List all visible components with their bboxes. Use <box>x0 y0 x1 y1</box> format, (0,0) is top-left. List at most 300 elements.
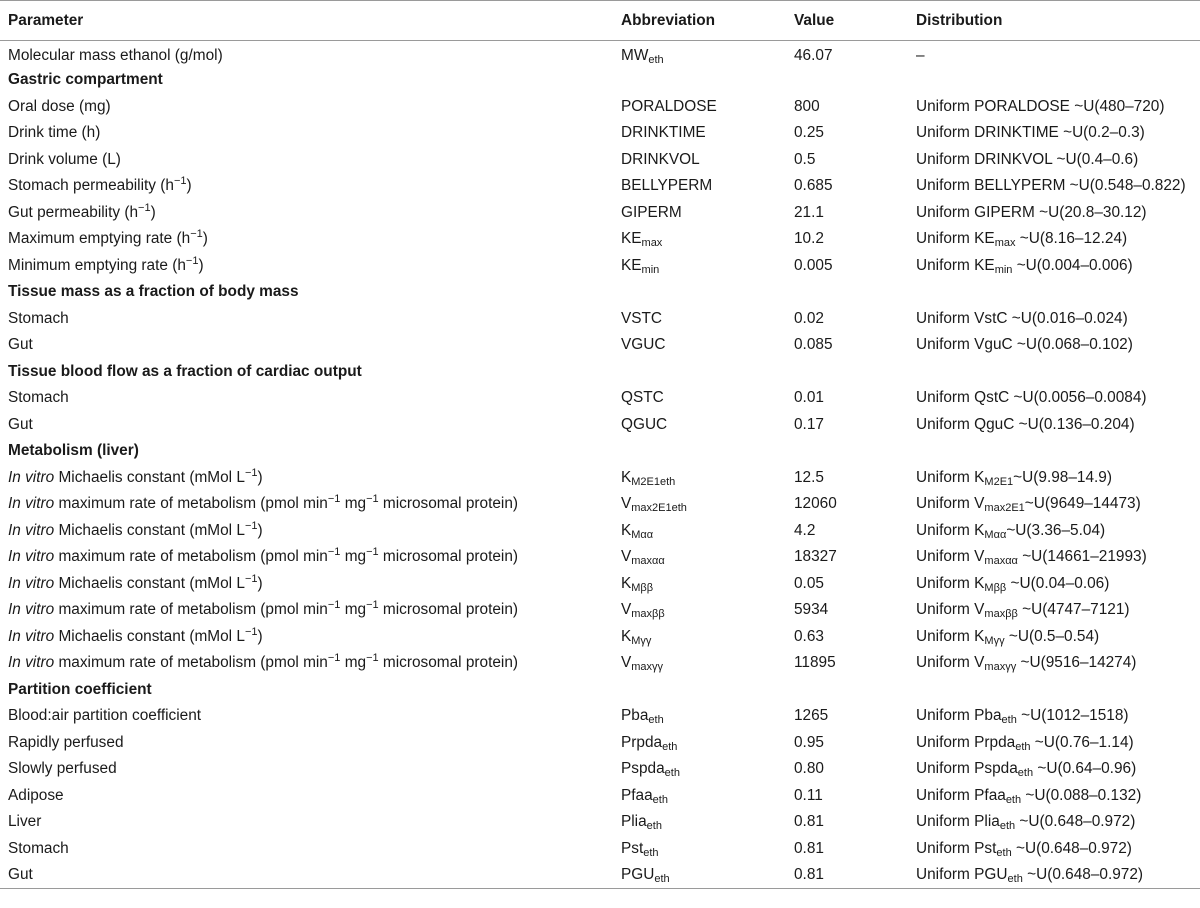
parameter-text: Stomach <box>8 309 69 327</box>
table-row <box>0 783 1200 810</box>
abbreviation-subscript: maxγγ <box>631 661 664 674</box>
abbreviation-text: V <box>621 601 632 619</box>
table-row <box>0 703 1200 730</box>
value-cell: 0.17 <box>794 415 824 433</box>
abbreviation-text: KE <box>621 256 642 274</box>
abbreviation-cell <box>613 147 786 174</box>
header-parameter: Parameter <box>0 1 613 41</box>
parameter-text: Gut permeability (h <box>8 203 139 221</box>
abbreviation-cell <box>613 544 786 571</box>
parameter-superscript: −1 <box>327 652 341 665</box>
abbreviation-cell <box>613 597 786 624</box>
abbreviation-cell <box>613 783 786 810</box>
header-abbreviation: Abbreviation <box>613 1 786 41</box>
table-row <box>0 624 1200 651</box>
parameter-text: Oral dose (mg) <box>8 97 111 115</box>
distribution-text-end: ~U(14661–21993) <box>1017 548 1147 566</box>
distribution-text: Uniform QguC ~U(0.136–0.204) <box>916 415 1135 433</box>
section-row <box>0 438 1200 465</box>
abbreviation-text: DRINKVOL <box>621 150 700 168</box>
distribution-text: Uniform PGU <box>916 866 1008 883</box>
abbreviation-cell <box>613 226 786 253</box>
table-row <box>0 200 1200 227</box>
parameter-cell <box>0 518 613 545</box>
value-cell: 0.81 <box>794 839 824 857</box>
distribution-text: Uniform V <box>916 601 985 619</box>
value-cell: 0.63 <box>794 627 824 645</box>
section-row <box>0 677 1200 704</box>
table-row <box>0 730 1200 757</box>
distribution-text-end: ~U(1012–1518) <box>1016 707 1129 725</box>
abbreviation-subscript: max2E1eth <box>631 502 687 515</box>
section-heading: Partition coefficient <box>8 680 152 698</box>
table-row <box>0 41 1200 68</box>
parameter-text-mid: mg <box>340 654 367 672</box>
distribution-cell <box>908 597 1200 624</box>
parameter-cell <box>0 41 613 68</box>
distribution-subscript: M2E1 <box>984 475 1014 488</box>
parameter-text: maximum rate of metabolism (pmol min <box>54 495 328 513</box>
section-heading: Metabolism (liver) <box>8 442 139 460</box>
table-row <box>0 94 1200 121</box>
parameter-italic: In vitro <box>8 521 55 539</box>
parameter-superscript: −1 <box>244 625 258 638</box>
abbreviation-subscript: eth <box>652 793 668 806</box>
distribution-subscript: eth <box>999 820 1016 833</box>
abbreviation-text: Plia <box>621 813 647 831</box>
distribution-text-end: ~U(0.76–1.14) <box>1030 733 1134 751</box>
parameter-superscript: −1 <box>366 652 379 665</box>
abbreviation-cell <box>613 756 786 783</box>
abbreviation-text: K <box>621 521 632 539</box>
table-row <box>0 120 1200 147</box>
distribution-subscript: min <box>994 263 1013 276</box>
value-cell: 0.80 <box>794 760 824 778</box>
parameter-cell <box>0 491 613 518</box>
distribution-text-end: ~U(3.36–5.04) <box>1006 521 1106 539</box>
parameter-text: Michaelis constant (mMol L <box>54 574 245 592</box>
parameter-superscript: −1 <box>173 175 187 188</box>
parameter-italic: In vitro <box>8 601 55 619</box>
parameter-text-mid: mg <box>340 495 367 513</box>
table-row <box>0 306 1200 333</box>
table-row <box>0 173 1200 200</box>
table-row <box>0 491 1200 518</box>
table-row <box>0 597 1200 624</box>
value-cell: 800 <box>794 97 820 115</box>
parameter-text: Liver <box>8 813 42 831</box>
abbreviation-subscript: maxαα <box>631 555 665 568</box>
abbreviation-cell <box>613 491 786 518</box>
table-row <box>0 544 1200 571</box>
value-cell: 0.01 <box>794 389 824 407</box>
abbreviation-text: Pfaa <box>621 786 653 804</box>
abbreviation-text: QGUC <box>621 415 668 433</box>
distribution-text: Uniform KE <box>916 256 995 274</box>
parameter-text-end: ) <box>257 574 263 592</box>
parameter-superscript: −1 <box>244 466 258 479</box>
distribution-text-end: ~U(0.5–0.54) <box>1004 627 1100 645</box>
header-value: Value <box>786 1 908 41</box>
distribution-cell <box>908 650 1200 677</box>
distribution-cell <box>908 226 1200 253</box>
parameter-cell <box>0 809 613 836</box>
distribution-cell <box>908 332 1200 359</box>
parameter-superscript: −1 <box>327 546 341 559</box>
parameter-text-end: microsomal protein) <box>378 654 519 672</box>
distribution-cell <box>908 253 1200 280</box>
distribution-subscript: max <box>994 237 1016 250</box>
parameter-superscript: −1 <box>138 201 151 214</box>
table-row <box>0 571 1200 598</box>
distribution-text: Uniform GIPERM ~U(20.8–30.12) <box>916 203 1147 221</box>
distribution-text: Uniform VstC ~U(0.016–0.024) <box>916 309 1128 327</box>
abbreviation-subscript: eth <box>654 873 670 885</box>
value-cell: 4.2 <box>794 521 816 539</box>
parameter-text-end: ) <box>257 627 263 645</box>
parameter-superscript: −1 <box>366 546 379 559</box>
distribution-text-end: ~U(4747–7121) <box>1017 601 1130 619</box>
value-cell: 0.81 <box>794 813 824 831</box>
abbreviation-text: VGUC <box>621 336 666 354</box>
distribution-cell <box>908 783 1200 810</box>
abbreviation-text: KE <box>621 230 642 248</box>
distribution-text: Uniform BELLYPERM ~U(0.548–0.822) <box>916 177 1186 195</box>
abbreviation-subscript: eth <box>648 714 664 727</box>
parameter-cell <box>0 571 613 598</box>
value-cell: 0.5 <box>794 150 816 168</box>
distribution-cell <box>908 385 1200 412</box>
distribution-cell <box>908 306 1200 333</box>
value-cell: 0.95 <box>794 733 824 751</box>
value-cell: 46.07 <box>794 47 833 64</box>
abbreviation-cell <box>613 836 786 863</box>
distribution-text: Uniform DRINKTIME ~U(0.2–0.3) <box>916 124 1145 142</box>
distribution-text: Uniform QstC ~U(0.0056–0.0084) <box>916 389 1147 407</box>
abbreviation-text: QSTC <box>621 389 664 407</box>
value-cell: 0.02 <box>794 309 824 327</box>
parameter-text-end: ) <box>257 521 263 539</box>
table-row <box>0 862 1200 889</box>
distribution-text-end: ~U(0.648–0.972) <box>1022 866 1144 883</box>
abbreviation-text: DRINKTIME <box>621 124 706 142</box>
value-cell: 0.11 <box>794 786 823 804</box>
parameter-italic: In vitro <box>8 574 55 592</box>
distribution-text-end: ~U(9649–14473) <box>1024 495 1141 513</box>
distribution-text: Uniform VguC ~U(0.068–0.102) <box>916 336 1133 354</box>
parameter-text: Slowly perfused <box>8 760 117 778</box>
parameter-text-mid: mg <box>340 548 367 566</box>
value-cell: 0.685 <box>794 177 833 195</box>
abbreviation-text: V <box>621 495 632 513</box>
distribution-text: Uniform K <box>916 627 985 645</box>
parameter-superscript: −1 <box>244 572 258 585</box>
parameter-cell <box>0 544 613 571</box>
parameter-superscript: −1 <box>185 254 199 267</box>
distribution-text: Uniform V <box>916 495 985 513</box>
value-cell: 11895 <box>794 654 836 672</box>
abbreviation-text: K <box>621 468 632 486</box>
abbreviation-text: GIPERM <box>621 203 682 221</box>
abbreviation-text: MW <box>621 47 649 64</box>
parameter-superscript: −1 <box>366 599 379 612</box>
distribution-subscript: eth <box>1005 793 1022 806</box>
distribution-text: Uniform DRINKVOL ~U(0.4–0.6) <box>916 150 1139 168</box>
parameter-italic: In vitro <box>8 468 55 486</box>
distribution-subscript: Mαα <box>984 528 1007 541</box>
abbreviation-cell <box>613 332 786 359</box>
parameter-text-end: ) <box>186 177 192 195</box>
distribution-cell <box>908 120 1200 147</box>
parameter-text: Drink volume (L) <box>8 150 121 168</box>
distribution-cell <box>908 491 1200 518</box>
parameter-cell <box>0 226 613 253</box>
parameter-cell <box>0 332 613 359</box>
abbreviation-subscript: eth <box>646 820 662 833</box>
parameter-italic: In vitro <box>8 495 55 513</box>
value-cell: 0.085 <box>794 336 833 354</box>
distribution-text: Uniform Pba <box>916 707 1002 725</box>
section-row <box>0 359 1200 386</box>
distribution-cell <box>908 465 1200 492</box>
abbreviation-cell <box>613 624 786 651</box>
abbreviation-cell <box>613 94 786 121</box>
abbreviation-cell <box>613 571 786 598</box>
parameter-superscript: −1 <box>327 599 341 612</box>
abbreviation-text: BELLYPERM <box>621 177 713 195</box>
abbreviation-text: VSTC <box>621 309 663 327</box>
distribution-cell <box>908 147 1200 174</box>
parameter-text-end: microsomal protein) <box>378 601 519 619</box>
parameter-text: maximum rate of metabolism (pmol min <box>54 654 328 672</box>
distribution-subscript: Mγγ <box>984 634 1005 647</box>
parameter-cell <box>0 385 613 412</box>
table-row <box>0 385 1200 412</box>
parameter-text: maximum rate of metabolism (pmol min <box>54 601 328 619</box>
abbreviation-subscript: min <box>641 263 660 276</box>
abbreviation-cell <box>613 173 786 200</box>
parameter-text: Molecular mass ethanol (g/mol) <box>8 47 223 64</box>
value-cell: 1265 <box>794 707 829 725</box>
distribution-subscript: maxαα <box>984 555 1018 568</box>
parameter-text: Minimum emptying rate (h <box>8 256 186 274</box>
parameter-cell <box>0 730 613 757</box>
distribution-text-end: ~U(0.648–0.972) <box>1015 813 1136 831</box>
abbreviation-cell <box>613 253 786 280</box>
abbreviation-text: Prpda <box>621 733 663 751</box>
parameter-cell <box>0 147 613 174</box>
abbreviation-cell <box>613 862 786 889</box>
table-row <box>0 836 1200 863</box>
value-cell: 0.25 <box>794 124 824 142</box>
parameter-superscript: −1 <box>244 519 258 532</box>
distribution-subscript: Mββ <box>984 581 1007 594</box>
parameter-text: Stomach <box>8 389 69 407</box>
parameter-italic: In vitro <box>8 654 55 672</box>
abbreviation-subscript: max <box>641 237 663 250</box>
parameter-text-end: ) <box>198 256 204 274</box>
section-heading: Tissue blood flow as a fraction of cardiac output <box>8 362 362 380</box>
parameter-text: Stomach permeability (h <box>8 177 174 195</box>
section-row <box>0 67 1200 94</box>
abbreviation-cell <box>613 120 786 147</box>
abbreviation-text: Pspda <box>621 760 665 778</box>
distribution-cell <box>908 571 1200 598</box>
parameter-cell <box>0 173 613 200</box>
value-cell: 21.1 <box>794 203 824 221</box>
distribution-cell <box>908 624 1200 651</box>
parameter-cell <box>0 253 613 280</box>
parameter-text: Michaelis constant (mMol L <box>54 627 245 645</box>
parameter-text-end: ) <box>150 203 156 221</box>
distribution-text-end: ~U(8.16–12.24) <box>1015 230 1128 248</box>
parameter-text: Gut <box>8 415 33 433</box>
parameter-superscript: −1 <box>327 493 341 506</box>
distribution-cell <box>908 41 1200 68</box>
parameter-cell <box>0 465 613 492</box>
parameter-cell <box>0 306 613 333</box>
value-cell: 12060 <box>794 495 837 513</box>
parameter-text: Michaelis constant (mMol L <box>54 468 245 486</box>
distribution-text: Uniform K <box>916 468 985 486</box>
parameter-text: Drink time (h) <box>8 124 101 142</box>
abbreviation-cell <box>613 385 786 412</box>
distribution-text-end: ~U(9.98–14.9) <box>1013 468 1112 486</box>
abbreviation-subscript: Mγγ <box>631 634 652 647</box>
parameter-text: Stomach <box>8 839 69 857</box>
abbreviation-text: PORALDOSE <box>621 97 717 115</box>
abbreviation-text: Pst <box>621 839 644 857</box>
parameter-cell <box>0 200 613 227</box>
distribution-cell <box>908 544 1200 571</box>
distribution-subscript: max2E1 <box>984 502 1025 515</box>
value-cell: 5934 <box>794 601 829 619</box>
distribution-cell <box>908 94 1200 121</box>
section-heading: Tissue mass as a fraction of body mass <box>8 283 299 301</box>
abbreviation-cell <box>613 200 786 227</box>
parameter-cell <box>0 862 613 889</box>
distribution-cell <box>908 412 1200 439</box>
parameter-text: Gut <box>8 336 33 354</box>
table-row <box>0 253 1200 280</box>
parameter-text: Rapidly perfused <box>8 733 124 751</box>
abbreviation-cell <box>613 306 786 333</box>
distribution-cell <box>908 730 1200 757</box>
value-cell: 18327 <box>794 548 837 566</box>
distribution-text: Uniform Pspda <box>916 760 1018 778</box>
abbreviation-cell <box>613 465 786 492</box>
distribution-text-end: ~U(0.64–0.96) <box>1033 760 1137 778</box>
table-body <box>0 41 1200 889</box>
distribution-text: Uniform K <box>916 521 985 539</box>
section-row <box>0 279 1200 306</box>
distribution-text: Uniform K <box>916 574 985 592</box>
distribution-cell <box>908 809 1200 836</box>
abbreviation-subscript: eth <box>643 846 659 859</box>
abbreviation-text: K <box>621 574 632 592</box>
distribution-subscript: eth <box>1017 767 1034 780</box>
abbreviation-subscript: eth <box>664 767 680 780</box>
abbreviation-text: K <box>621 627 632 645</box>
distribution-text-end: ~U(0.04–0.06) <box>1006 574 1110 592</box>
parameter-text-end: microsomal protein) <box>378 495 519 513</box>
abbreviation-subscript: Mαα <box>631 528 654 541</box>
table-header-row <box>0 1 1200 41</box>
parameter-cell <box>0 783 613 810</box>
abbreviation-cell <box>613 41 786 68</box>
abbreviation-cell <box>613 730 786 757</box>
distribution-text: Uniform V <box>916 548 985 566</box>
distribution-cell <box>908 173 1200 200</box>
value-cell: 0.005 <box>794 256 833 274</box>
parameter-text-mid: mg <box>340 601 367 619</box>
parameter-text: maximum rate of metabolism (pmol min <box>54 548 328 566</box>
parameter-text-end: ) <box>202 230 208 248</box>
distribution-subscript: eth <box>996 846 1012 859</box>
table-row <box>0 332 1200 359</box>
abbreviation-subscript: Mββ <box>631 581 654 594</box>
distribution-text: – <box>916 47 925 64</box>
distribution-text-end: ~U(9516–14274) <box>1016 654 1137 672</box>
abbreviation-cell <box>613 650 786 677</box>
parameter-cell <box>0 412 613 439</box>
distribution-cell <box>908 518 1200 545</box>
abbreviation-subscript: eth <box>662 740 678 753</box>
parameter-cell <box>0 756 613 783</box>
parameter-cell <box>0 597 613 624</box>
table-row <box>0 809 1200 836</box>
distribution-text: Uniform V <box>916 654 985 672</box>
parameter-cell <box>0 624 613 651</box>
parameter-text: Gut <box>8 866 33 883</box>
parameter-italic: In vitro <box>8 548 55 566</box>
abbreviation-cell <box>613 703 786 730</box>
parameter-cell <box>0 703 613 730</box>
distribution-text: Uniform KE <box>916 230 995 248</box>
table-row <box>0 412 1200 439</box>
distribution-cell <box>908 836 1200 863</box>
distribution-text: Uniform Plia <box>916 813 1000 831</box>
abbreviation-text: V <box>621 654 632 672</box>
distribution-cell <box>908 862 1200 889</box>
distribution-text-end: ~U(0.088–0.132) <box>1021 786 1142 804</box>
distribution-subscript: eth <box>1007 873 1023 885</box>
distribution-subscript: eth <box>1015 740 1031 753</box>
value-cell: 0.05 <box>794 574 824 592</box>
table-row <box>0 147 1200 174</box>
distribution-subscript: maxββ <box>984 608 1018 621</box>
distribution-text: Uniform PORALDOSE ~U(480–720) <box>916 97 1165 115</box>
table-row <box>0 756 1200 783</box>
parameter-text-end: ) <box>257 468 263 486</box>
header-distribution: Distribution <box>908 1 1200 41</box>
value-cell: 12.5 <box>794 468 824 486</box>
value-cell: 10.2 <box>794 230 824 248</box>
distribution-text: Uniform Pfaa <box>916 786 1006 804</box>
parameter-cell <box>0 120 613 147</box>
table-row <box>0 465 1200 492</box>
table-row <box>0 518 1200 545</box>
abbreviation-subscript: maxββ <box>631 608 665 621</box>
parameter-cell <box>0 650 613 677</box>
parameter-cell <box>0 94 613 121</box>
abbreviation-cell <box>613 518 786 545</box>
distribution-cell <box>908 703 1200 730</box>
value-cell: 0.81 <box>786 862 908 889</box>
distribution-cell <box>908 756 1200 783</box>
distribution-text: Uniform Prpda <box>916 733 1016 751</box>
distribution-text: Uniform Pst <box>916 839 997 857</box>
